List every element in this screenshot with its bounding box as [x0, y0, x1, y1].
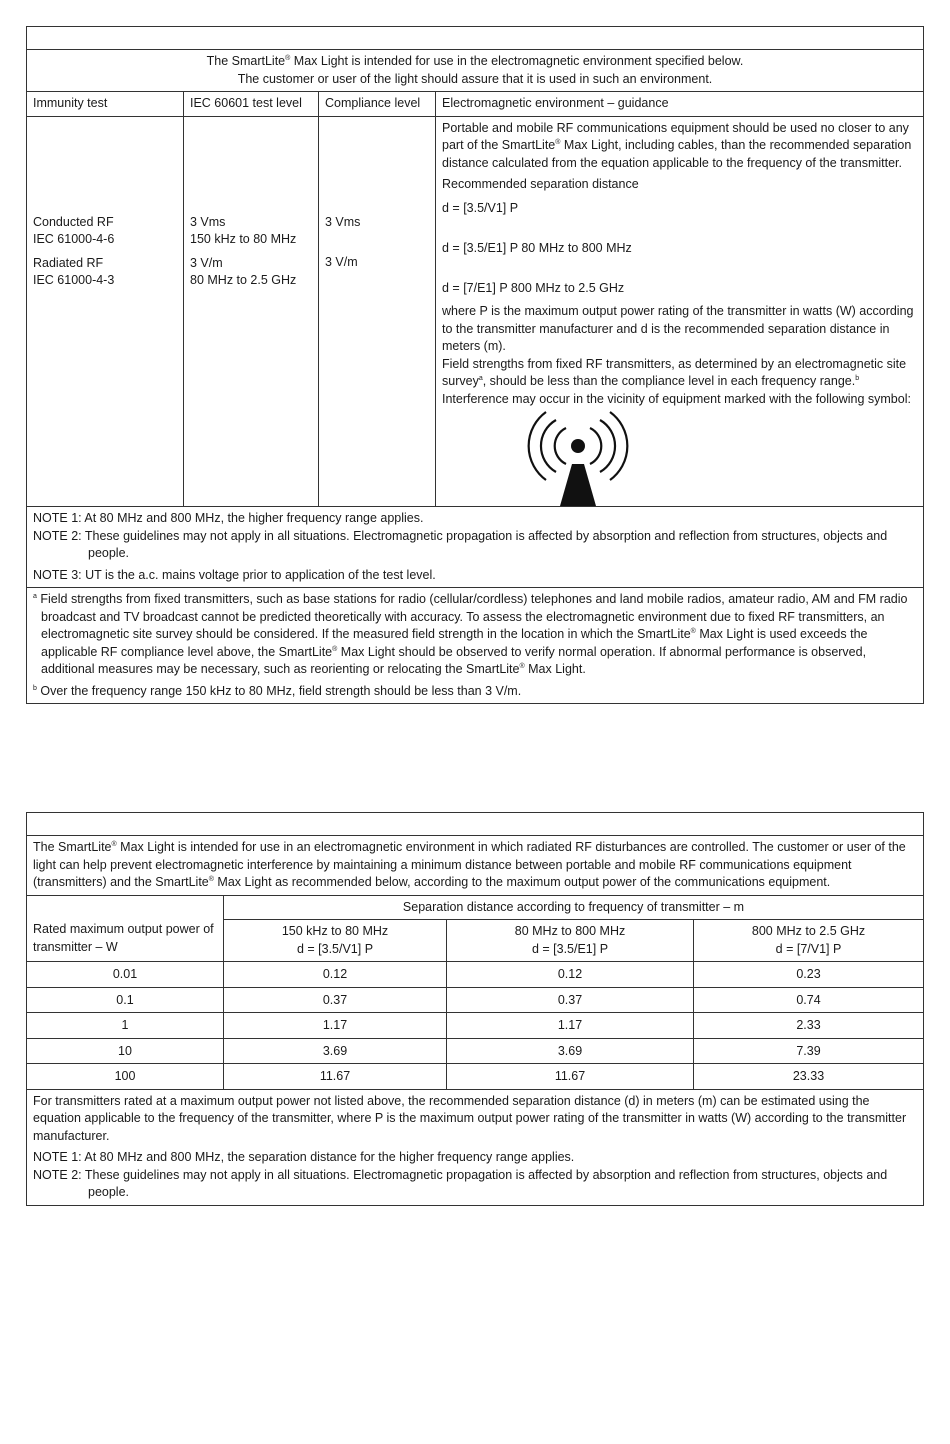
note-2: NOTE 2: These guidelines may not apply in all situations. Electromagnetic propagation is affected by absorption and reflection from structures, objects and people. [33, 528, 888, 560]
notes-cell [27, 507, 924, 588]
intro-row [27, 50, 924, 92]
header-col1: 150 kHz to 80 MHz d = [3.5/V1] P [224, 920, 447, 962]
header-immunity-test: Immunity test [27, 92, 184, 117]
power-cell: 0.1 [27, 987, 224, 1013]
test-level-cell: 3 Vms 150 kHz to 80 MHz 3 V/m 80 MHz to 2.5 GHz [184, 116, 319, 507]
header-guidance: Electromagnetic environment – guidance [436, 92, 924, 117]
immunity-table [26, 26, 924, 704]
intro-row [27, 836, 924, 896]
distance-cell: 0.12 [447, 962, 694, 988]
header-compliance-level: Compliance level [319, 92, 436, 117]
distance-cell: 11.67 [224, 1064, 447, 1090]
distance-cell: 1.17 [447, 1013, 694, 1039]
footer-row [27, 1089, 924, 1205]
header-col2: 80 MHz to 800 MHz d = [3.5/E1] P [447, 920, 694, 962]
distance-cell: 23.33 [694, 1064, 924, 1090]
distance-cell: 7.39 [694, 1038, 924, 1064]
header-row [27, 92, 924, 117]
note-1: NOTE 1: At 80 MHz and 800 MHz, the separation distance for the higher frequency range applies. [33, 1150, 575, 1164]
table-row [27, 1038, 924, 1064]
footnote-a: $^a$ Field strengths from fixed transmitters, such as base stations for radio (cellular/cordless) telephones and land mobile radios, amateur radio, AM and FM radio broadcast and TV broadcast cannot be predicted theoretically with accuracy. To assess the electromagnetic environment due to fixed RF transmitters, an electromagnetic site survey should be considered. If the measured field strength in the location in which the SmartLite® Max Light is used exceeds the applicable RF compliance level above, the SmartLite® Max Light should be observed to verify normal operation. If abnormal performance is observed, additional measures may be necessary, such as reorienting or relocating the SmartLite® Max Light. [33, 592, 908, 676]
note-2: NOTE 2: These guidelines may not apply in all situations. Electromagnetic propagation is affected by absorption and reflection from structures, objects and people. [33, 1167, 888, 1199]
footnotes-row [27, 588, 924, 704]
distance-cell: 0.37 [224, 987, 447, 1013]
header-row [27, 895, 924, 920]
note-1: NOTE 1: At 80 MHz and 800 MHz, the higher frequency range applies. [33, 511, 424, 525]
distance-cell: 0.37 [447, 987, 694, 1013]
table-title-row [27, 813, 924, 836]
distance-cell: 3.69 [224, 1038, 447, 1064]
immunity-test-cell: Conducted RF IEC 61000-4-6 Radiated RF IEC 61000-4-3 [27, 116, 184, 507]
guidance-cell: Portable and mobile RF communications equipment should be used no closer to any part of the SmartLite® Max Light, including cables, than the recommended separation distance calculated from the equation applicable to the frequency of the transmitter. Recommended separation distance d = [3.5/V1] P d = [3.5/E1] P 80 MHz to 800 MHz d = [7/E1] P 800 MHz to 2.5 GHz where P is the maximum output power rating of the transmitter in watts (W) according to the transmitter manufacturer and d is the recommended separation distance in meters (m). Field strengths from fixed RF transmitters, as determined by an electromagnetic site survey$^a$, should be less than the compliance level in each frequency range.$^b$ Interference may occur in the vicinity of equipment marked with the following symbol: [436, 116, 924, 507]
power-cell: 0.01 [27, 962, 224, 988]
header-col3: 800 MHz to 2.5 GHz d = [7/V1] P [694, 920, 924, 962]
footnote-b: $^b$ Over the frequency range 150 kHz to 80 MHz, field strength should be less than 3 V/m. [33, 683, 522, 698]
table-row [27, 987, 924, 1013]
table-row [27, 962, 924, 988]
distance-cell: 0.12 [224, 962, 447, 988]
distance-cell: 0.74 [694, 987, 924, 1013]
table-row [27, 1013, 924, 1039]
header-separation: Separation distance according to frequency of transmitter – m [224, 895, 924, 920]
distance-cell: 0.23 [694, 962, 924, 988]
header-power: Rated maximum output power of transmitter – W [27, 895, 224, 962]
separation-distance-table [26, 812, 924, 1206]
distance-cell: 2.33 [694, 1013, 924, 1039]
power-cell: 100 [27, 1064, 224, 1090]
body-row [27, 116, 924, 507]
distance-cell: 11.67 [447, 1064, 694, 1090]
footnotes-cell [27, 588, 924, 704]
table-row [27, 1064, 924, 1090]
notes-row [27, 507, 924, 588]
power-cell: 1 [27, 1013, 224, 1039]
footer-cell: For transmitters rated at a maximum output power not listed above, the recommended separation distance (d) in meters (m) can be estimated using the equation applicable to the frequency of the transmitter, where P is the maximum output power rating of the transmitter in watts (W) according to the transmitter manufacturer. NOTE 1: At 80 MHz and 800 MHz, the separation distance for the higher frequency range applies. NOTE 2: These guidelines may not apply in all situations. Electromagnetic propagation is affected by absorption and reflection from structures, objects and people. [27, 1089, 924, 1205]
note-3: NOTE 3: UT is the a.c. mains voltage prior to application of the test level. [33, 567, 436, 582]
header-test-level: IEC 60601 test level [184, 92, 319, 117]
distance-cell: 3.69 [447, 1038, 694, 1064]
intro-text: The SmartLite® Max Light is intended for use in the electromagnetic environment specified below. The customer or user of the light should assure that it is used in such an environment. [27, 50, 924, 92]
non-ionizing-radiation-icon [522, 410, 634, 506]
intro-text: The SmartLite® Max Light is intended for use in an electromagnetic environment in which radiated RF disturbances are controlled. The customer or user of the light can help prevent electromagnetic interference by maintaining a minimum distance between portable and mobile RF communications equipment (transmitters) and the SmartLite® Max Light as recommended below, according to the maximum output power of the communications equipment. [27, 836, 924, 896]
compliance-level-cell: 3 Vms 3 V/m [319, 116, 436, 507]
table-title-row [27, 27, 924, 50]
power-cell: 10 [27, 1038, 224, 1064]
distance-cell: 1.17 [224, 1013, 447, 1039]
